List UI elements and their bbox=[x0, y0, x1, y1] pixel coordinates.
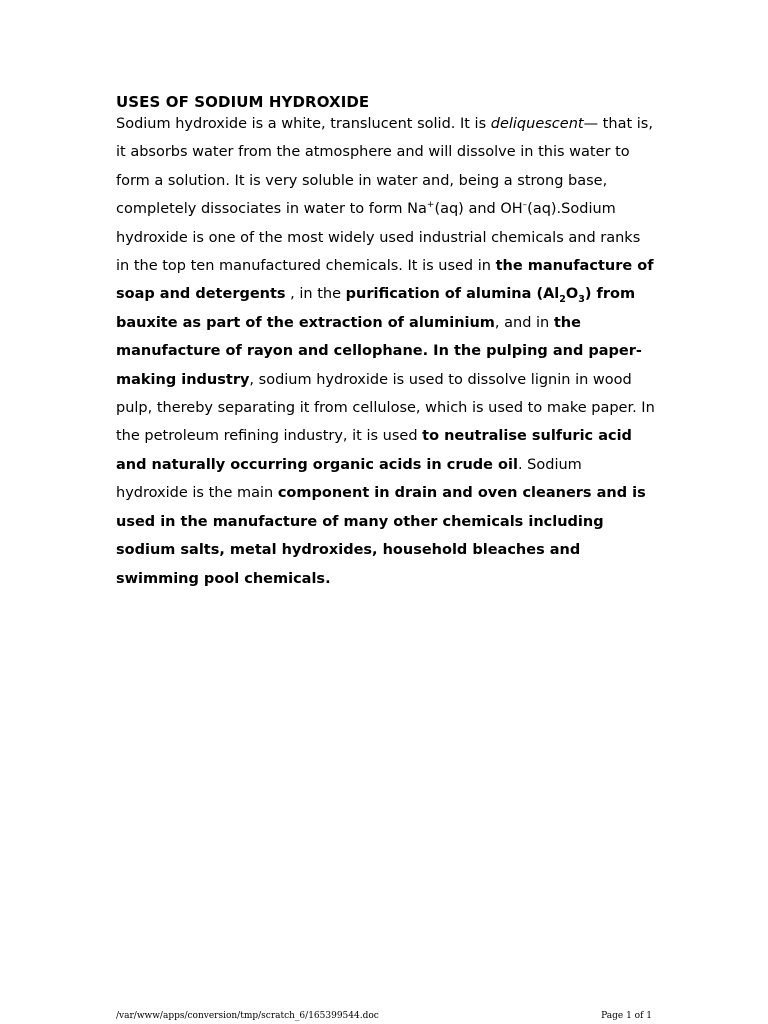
text-run: component in drain and oven cleaners and is used in the manufacture of many other chemicals including sodium salts, metal hydroxides, household bleaches and swimming pool chemicals. bbox=[116, 485, 646, 587]
text-run: – bbox=[522, 200, 528, 211]
text-run: . Sodium hydroxide is the main bbox=[116, 456, 582, 502]
text-run: 2 bbox=[559, 294, 566, 306]
text-run: O bbox=[565, 286, 579, 303]
text-run: 3 bbox=[578, 294, 585, 306]
document-content bbox=[116, 92, 656, 593]
footer-file-path: /var/www/apps/conversion/tmp/scratch_6/165399544.doc bbox=[116, 1011, 379, 1021]
text-run: the manufacture of soap and detergents bbox=[116, 258, 654, 303]
text-run: , in the bbox=[285, 286, 346, 303]
text-run: (aq) and OH bbox=[434, 201, 523, 218]
text-run: the manufacture of rayon and cellophane. In the pulping and paper-making industry bbox=[116, 314, 642, 388]
text-run: , and in bbox=[494, 314, 554, 331]
text-run: — that is, it absorbs water from the atmosphere and will dissolve in this water to form a solution. It is very soluble in water and, being a strong base, completely dissociates in water to form Na bbox=[116, 116, 653, 218]
document-title: USES OF SODIUM HYDROXIDE bbox=[116, 93, 370, 111]
text-run: Sodium hydroxide is a white, translucent solid. It is bbox=[116, 116, 491, 132]
footer-page-number: Page 1 of 1 bbox=[601, 1011, 652, 1021]
text-run: + bbox=[426, 200, 435, 211]
text-run: to neutralise sulfuric acid and naturally occurring organic acids in crude oil bbox=[116, 428, 632, 473]
text-run: , sodium hydroxide is used to dissolve lignin in wood pulp, thereby separating it from cellulose, which is used to make paper. In the petroleum refining industry, it is used bbox=[116, 371, 655, 445]
text-run: (aq).Sodium hydroxide is one of the most widely used industrial chemicals and ranks in the top ten manufactured chemicals. It is used in bbox=[116, 201, 641, 275]
text-run: deliquescent bbox=[490, 116, 584, 132]
text-run: purification of alumina (Al bbox=[345, 286, 560, 303]
text-run: ) from bauxite as part of the extraction of aluminium bbox=[116, 286, 636, 331]
document-paragraph bbox=[116, 110, 656, 593]
